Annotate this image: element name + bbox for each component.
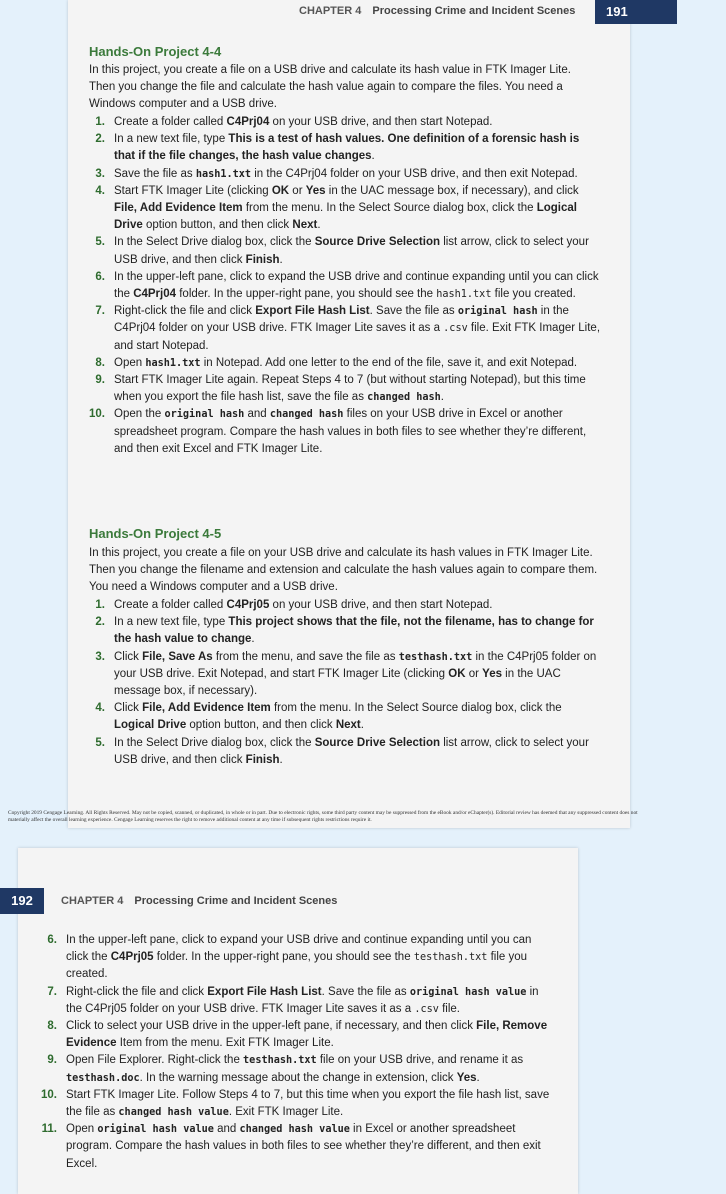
step-number: 8. bbox=[95, 356, 105, 369]
list-item bbox=[35, 1052, 555, 1086]
list-item bbox=[83, 131, 603, 165]
step-number: 7. bbox=[95, 305, 105, 318]
list-item bbox=[83, 269, 603, 303]
list-item bbox=[83, 597, 603, 614]
step-text: Open the original hash and changed hash files on your USB drive in Excel or another spreadsheet program. Compare the hash values in both files to see whether they’re different, and then exit Excel and FTK Imager Lite. bbox=[114, 408, 587, 455]
section-title: Processing Crime and Incident Scenes bbox=[134, 895, 338, 907]
step-number: 9. bbox=[47, 1054, 57, 1067]
step-number: 4. bbox=[95, 702, 105, 715]
project-4-5-steps bbox=[83, 597, 603, 769]
step-text: Create a folder called C4Prj04 on your USB drive, and then start Notepad. bbox=[114, 116, 493, 128]
step-number: 2. bbox=[95, 616, 105, 629]
list-item bbox=[83, 303, 603, 355]
step-number: 10. bbox=[41, 1088, 57, 1101]
step-text: Create a folder called C4Prj05 on your USB drive, and then start Notepad. bbox=[114, 599, 493, 611]
page-number-192: 192 bbox=[0, 888, 44, 914]
list-item bbox=[83, 735, 603, 769]
section-title: Processing Crime and Incident Scenes bbox=[372, 5, 576, 17]
chapter-label: CHAPTER 4 bbox=[61, 895, 124, 907]
page-191 bbox=[68, 0, 630, 828]
list-item bbox=[83, 166, 603, 183]
step-text: Click File, Add Evidence Item from the menu. In the Select Source dialog box, click the Logical Drive option button, and then click Next. bbox=[114, 702, 562, 732]
running-header bbox=[61, 895, 337, 907]
step-number: 8. bbox=[47, 1020, 57, 1033]
step-text: Open File Explorer. Right-click the testhash.txt file on your USB drive, and rename it as testhash.doc. In the warning message about the change in extension, click Yes. bbox=[66, 1054, 524, 1084]
list-item bbox=[83, 700, 603, 734]
project-4-4-intro: In this project, you create a file on a USB drive and calculate its hash value in FTK Imager Lite. Then you change the file and calculate the hash value again to compare the files. You need a Windows computer and a USB drive. bbox=[89, 64, 571, 111]
step-number: 5. bbox=[95, 236, 105, 249]
step-text: In the Select Drive dialog box, click the Source Drive Selection list arrow, click to select your USB drive, and then click Finish. bbox=[114, 236, 589, 266]
list-item bbox=[35, 1121, 555, 1173]
step-number: 5. bbox=[95, 736, 105, 749]
list-item bbox=[83, 372, 603, 406]
step-text: Start FTK Imager Lite. Follow Steps 4 to 7, but this time when you export the file hash list, save the file as changed hash value. Exit FTK Imager Lite. bbox=[66, 1088, 550, 1119]
step-number: 2. bbox=[95, 133, 105, 146]
list-item bbox=[83, 234, 603, 268]
step-number: 9. bbox=[95, 374, 105, 387]
copyright-notice: Copyright 2019 Cengage Learning. All Rights Reserved. May not be copied, scanned, or duplicated, in whole or in part. Due to electronic rights, some third party content may be suppressed from the eBook and/or eChapter(s). Editorial review has deemed that any suppressed content does not materially affect the overall learning experience. Cengage Learning reserves the right to remove additional content at any time if subsequent rights restrictions require it. bbox=[8, 810, 638, 823]
list-item bbox=[83, 183, 603, 235]
step-number: 1. bbox=[95, 599, 105, 611]
step-text: In the Select Drive dialog box, click the Source Drive Selection list arrow, click to select your USB drive, and then click Finish. bbox=[114, 736, 589, 766]
project-4-5-intro: In this project, you create a file on your USB drive and calculate its hash values in FTK Imager Lite. Then you change the filename and extension and calculate the hash values again to compare them. You need a Windows computer and a USB drive. bbox=[89, 547, 598, 594]
step-number: 3. bbox=[95, 167, 105, 180]
running-header bbox=[299, 5, 575, 17]
step-number: 3. bbox=[95, 650, 105, 663]
step-number: 4. bbox=[95, 184, 105, 197]
project-4-5-steps-continued bbox=[35, 932, 555, 1173]
step-text: Start FTK Imager Lite (clicking OK or Yes in the UAC message box, if necessary), and click File, Add Evidence Item from the menu. In the Select Source dialog box, click the Logical Drive option button, and then click Next. bbox=[114, 184, 579, 232]
project-4-4-title: Hands-On Project 4-4 bbox=[89, 44, 222, 59]
list-item bbox=[35, 984, 555, 1018]
list-item bbox=[35, 1087, 555, 1121]
list-item bbox=[83, 114, 603, 131]
list-item bbox=[83, 355, 603, 372]
step-text: Save the file as hash1.txt in the C4Prj04 folder on your USB drive, and then exit Notepad. bbox=[114, 167, 578, 180]
step-text: In a new text file, type This is a test of hash values. One definition of a forensic hash is that if the file changes, the hash value changes. bbox=[114, 133, 580, 163]
step-text: Right-click the file and click Export File Hash List. Save the file as original hash in the C4Prj04 folder on your USB drive. FTK Imager Lite saves it as a .csv file. Exit FTK Imager Lite, and start Notepad. bbox=[114, 305, 601, 352]
step-text: Click File, Save As from the menu, and save the file as testhash.txt in the C4Prj05 folder on your USB drive. Exit Notepad, and start FTK Imager Lite (clicking OK or Yes in the UAC message box, if necessary). bbox=[114, 650, 597, 698]
page-number-191: 191 bbox=[595, 0, 677, 24]
project-4-5-title: Hands-On Project 4-5 bbox=[89, 526, 222, 541]
step-text: Right-click the file and click Export File Hash List. Save the file as original hash value in the C4Prj05 folder on your USB drive. FTK Imager Lite saves it as a .csv file. bbox=[66, 985, 539, 1015]
list-item bbox=[35, 1018, 555, 1052]
step-number: 6. bbox=[47, 934, 57, 946]
step-number: 6. bbox=[95, 270, 105, 283]
step-text: Open hash1.txt in Notepad. Add one letter to the end of the file, save it, and exit Notepad. bbox=[114, 356, 578, 369]
step-number: 1. bbox=[95, 116, 105, 128]
step-text: Click to select your USB drive in the upper-left pane, if necessary, and then click File, Remove Evidence Item from the menu. Exit FTK Imager Lite. bbox=[66, 1020, 548, 1050]
list-item bbox=[83, 649, 603, 701]
list-item bbox=[83, 406, 603, 458]
step-text: Open original hash value and changed hash value in Excel or another spreadsheet program. Compare the hash values in both files to see whether they’re different, and then exit Excel. bbox=[66, 1123, 541, 1170]
step-text: Start FTK Imager Lite again. Repeat Steps 4 to 7 (but without starting Notepad), but this time when you export the file hash list, save the file as changed hash. bbox=[114, 374, 586, 404]
step-number: 10. bbox=[89, 408, 105, 421]
step-text: In the upper-left pane, click to expand the USB drive and continue expanding until you can click the C4Prj04 folder. In the upper-right pane, you should see the hash1.txt file you created. bbox=[114, 270, 599, 301]
chapter-label: CHAPTER 4 bbox=[299, 5, 362, 17]
page-192 bbox=[18, 848, 578, 1194]
step-text: In a new text file, type This project shows that the file, not the filename, has to change for the hash value to change. bbox=[114, 616, 594, 646]
step-number: 7. bbox=[47, 985, 57, 998]
step-text: In the upper-left pane, click to expand your USB drive and continue expanding until you can click the C4Prj05 folder. In the upper-right pane, you should see the testhash.txt file you created. bbox=[66, 934, 532, 981]
list-item bbox=[83, 614, 603, 648]
project-4-4-steps bbox=[83, 114, 603, 458]
list-item bbox=[35, 932, 555, 984]
step-number: 11. bbox=[41, 1123, 57, 1136]
